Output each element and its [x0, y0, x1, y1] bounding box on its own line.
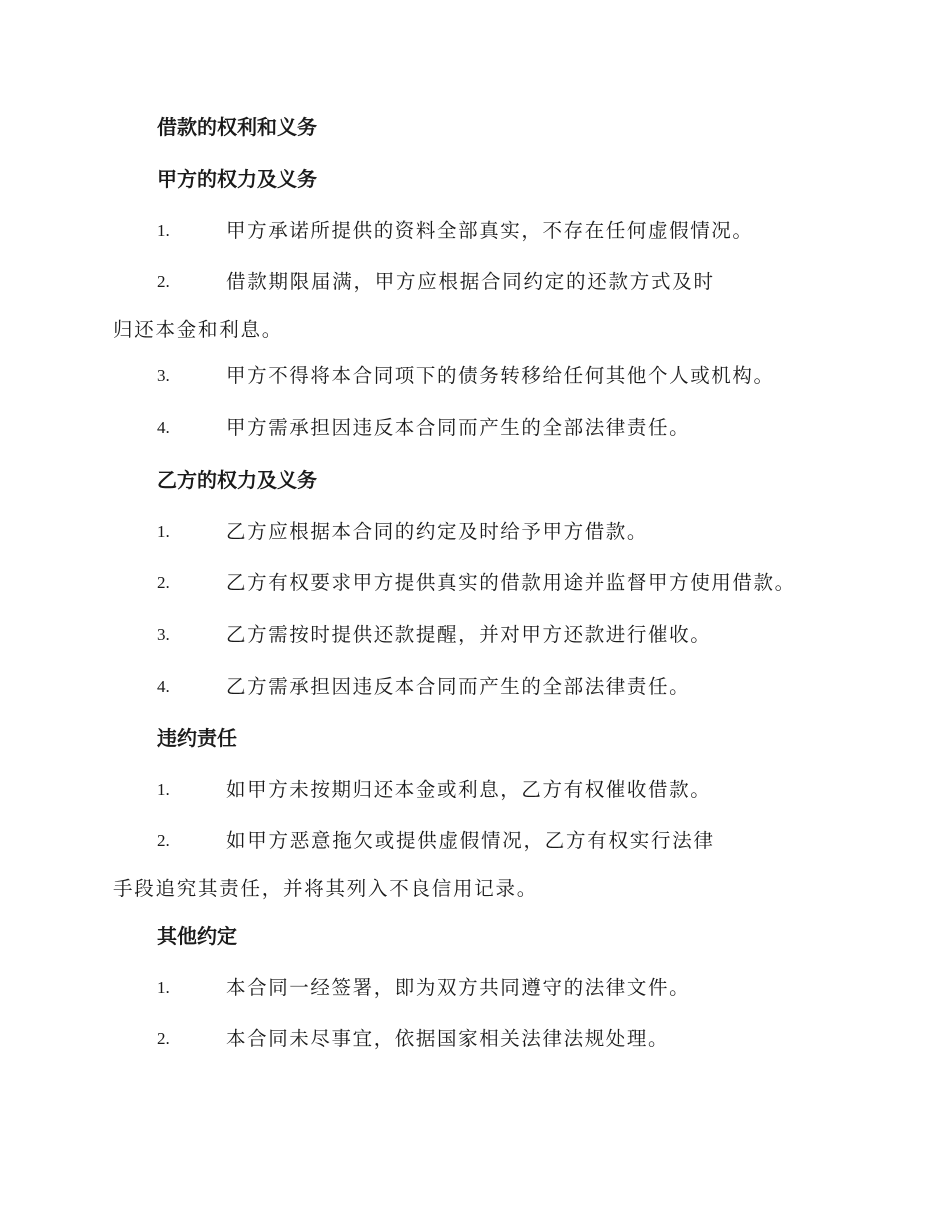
item-text: 甲方需承担因违反本合同而产生的全部法律责任。: [226, 416, 691, 439]
item-number: 3.: [157, 625, 170, 644]
section-heading: 违约责任: [157, 726, 237, 750]
item-text: 乙方应根据本合同的约定及时给予甲方借款。: [226, 520, 649, 543]
item-number: 4.: [157, 418, 170, 437]
item-text: 本合同一经签署，即为双方共同遵守的法律文件。: [226, 976, 691, 999]
section-heading: 乙方的权力及义务: [157, 468, 317, 492]
section-heading: 甲方的权力及义务: [157, 167, 317, 191]
item-number: 2.: [157, 831, 170, 850]
item-text: 如甲方恶意拖欠或提供虚假情况，乙方有权实行法律手段追究其责任，并将其列入不良信用记录。: [113, 829, 715, 900]
section-heading: 其他约定: [157, 924, 237, 948]
item-number: 1.: [157, 221, 170, 240]
item-text: 如甲方未按期归还本金或利息，乙方有权催收借款。: [226, 778, 712, 801]
item-number: 4.: [157, 677, 170, 696]
item-number: 1.: [157, 978, 170, 997]
item-number: 1.: [157, 522, 170, 541]
item-text: 本合同未尽事宜，依据国家相关法律法规处理。: [226, 1027, 670, 1050]
item-text: 甲方不得将本合同项下的债务转移给任何其他个人或机构。: [226, 364, 775, 387]
item-text: 乙方需承担因违反本合同而产生的全部法律责任。: [226, 675, 691, 698]
item-number: 2.: [157, 573, 170, 592]
item-text: 乙方需按时提供还款提醒，并对甲方还款进行催收。: [226, 623, 712, 646]
item-text: 甲方承诺所提供的资料全部真实，不存在任何虚假情况。: [226, 219, 754, 242]
item-text: 借款期限届满，甲方应根据合同约定的还款方式及时归还本金和利息。: [113, 270, 715, 341]
item-text: 乙方有权要求甲方提供真实的借款用途并监督甲方使用借款。: [226, 571, 796, 594]
item-number: 3.: [157, 366, 170, 385]
item-number: 1.: [157, 780, 170, 799]
document-title: 借款的权利和义务: [157, 115, 317, 139]
item-number: 2.: [157, 1029, 170, 1048]
item-number: 2.: [157, 272, 170, 291]
